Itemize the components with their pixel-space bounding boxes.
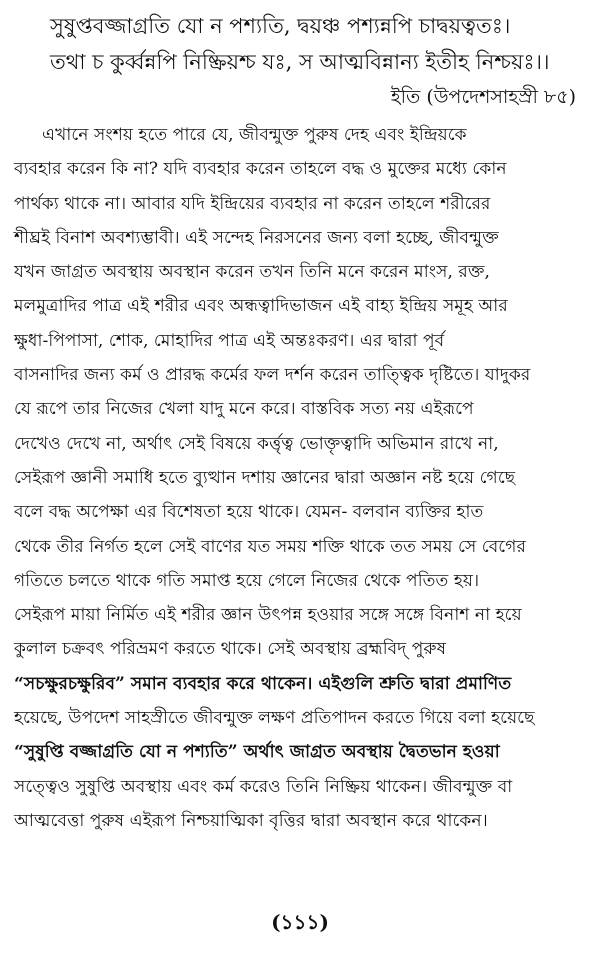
body-line: থেকে তীর নির্গত হলে সেই বাণের যত সময় শক্তি থাকে তত সময় সে বেগের [14, 536, 526, 557]
body-line: ক্ষুধা-পিপাসা, শোক, মোহাদির পাত্র এই অন্তঃকরণ। এর দ্বারা পূর্ব [14, 330, 445, 351]
body-line: ব্যবহার করেন কি না? যদি ব্যবহার করেন তাহলে বদ্ধ ও মুক্তের মধ্যে কোন [14, 159, 507, 180]
body-line: দেখেও দেখে না, অর্থাৎ সেই বিষয়ে কর্ত্তৃত্ব ভোক্তৃত্বাদি অভিমান রাখে না, [14, 433, 499, 454]
body-line: গতিতে চলতে থাকে গতি সমাপ্ত হয়ে গেলে নিজের থেকে পতিত হয়। [14, 570, 480, 591]
body-line: “সচক্ষুরচক্ষুরিব” সমান ব্যবহার করে থাকেন। এইগুলি শ্রুতি দ্বারা প্রমাণিত [14, 673, 512, 694]
body-line: যখন জাগ্রত অবস্থায় অবস্থান করেন তখন তিনি মনে করেন মাংস, রক্ত, [14, 262, 491, 283]
body-line: বলে বদ্ধ অপেক্ষা এর বিশেষতা হয়ে থাকে। যেমন- বলবান ব্যক্তির হাত [14, 502, 484, 523]
body-line: সেইরূপ মায়া নির্মিত এই শরীর জ্ঞান উৎপন্ন হওয়ার সঙ্গে সঙ্গে বিনাশ না হয়ে [14, 605, 522, 626]
body-line: শীঘ্রই বিনাশ অবশ্যম্ভাবী। এই সন্দেহ নিরসনের জন্য বলা হচ্ছে, জীবন্মুক্ত [14, 227, 499, 248]
body-line: সেইরূপ জ্ঞানী সমাধি হতে ব্যুত্থান দশায় জ্ঞানের দ্বারা অজ্ঞান নষ্ট হয়ে গেছে [14, 467, 516, 488]
verse-citation: ইতি (উপদেশসাহস্রী ৮৫) [390, 86, 576, 108]
body-line: আত্মবেত্তা পুরুষ এইরূপ নিশ্চয়াত্মিকা বৃত্তির দ্বারা অবস্থান করে থাকেন। [14, 810, 488, 831]
body-line: যে রূপে তার নিজের খেলা যাদু মনে করে। বাস্তবিক সত্য নয় এইরূপে [14, 399, 474, 420]
body-line: পার্থক্য থাকে না। আবার যদি ইন্দ্রিয়ের ব্যবহার না করেন তাহলে শরীরের [14, 193, 491, 214]
sanskrit-verse [14, 8, 588, 114]
body-line: এখানে সংশয় হতে পারে যে, জীবন্মুক্ত পুরুষ দেহ এবং ইন্দ্রিয়কে [42, 125, 467, 145]
body-line: কুলাল চক্রবৎ পরিভ্রমণ করতে থাকে। সেই অবস্থায় ব্রহ্মবিদ্ পুরুষ [14, 639, 447, 660]
body-line: বাসনাদির জন্য কর্ম ও প্রারদ্ধ কর্মের ফল দর্শন করেন তাত্ত্বিক দৃষ্টিতে। যাদুকর [14, 365, 531, 386]
verse-line-2: তথা চ কুর্ব্বন্নপি নিষ্ক্রিয়শ্চ যঃ, স আত্মবিন্নান্য ইতীহ নিশ্চয়ঃ।। [50, 50, 550, 74]
body-line: “সুষুপ্তি বজ্জাগ্রতি যো ন পশ্যতি” অর্থাৎ জাগ্রত অবস্থায় দ্বৈতভান হওয়া [14, 742, 500, 763]
body-line: মলমুত্রাদির পাত্র এই শরীর এবং অন্ধত্বাদিভাজন এই বাহ্য ইন্দ্রিয় সমূহ আর [14, 296, 508, 317]
verse-line-1: সুষুপ্তবজ্জাগ্রতি যো ন পশ্যতি, দ্বয়ঞ্চ পশ্যন্নপি চাদ্বয়ত্বতঃ। [50, 14, 511, 38]
body-line: হয়েছে, উপদেশ সাহস্রীতে জীবন্মুক্ত লক্ষণ প্রতিপাদন করতে গিয়ে বলা হয়েছে [14, 708, 535, 729]
body-paragraph [14, 118, 588, 838]
body-line: সত্ত্বেও সুষুপ্তি অবস্থায় এবং কর্ম করেও তিনি নিষ্ক্রিয় থাকেন। জীবন্মুক্ত বা [14, 776, 513, 797]
page-number: (১১১) [271, 910, 329, 934]
